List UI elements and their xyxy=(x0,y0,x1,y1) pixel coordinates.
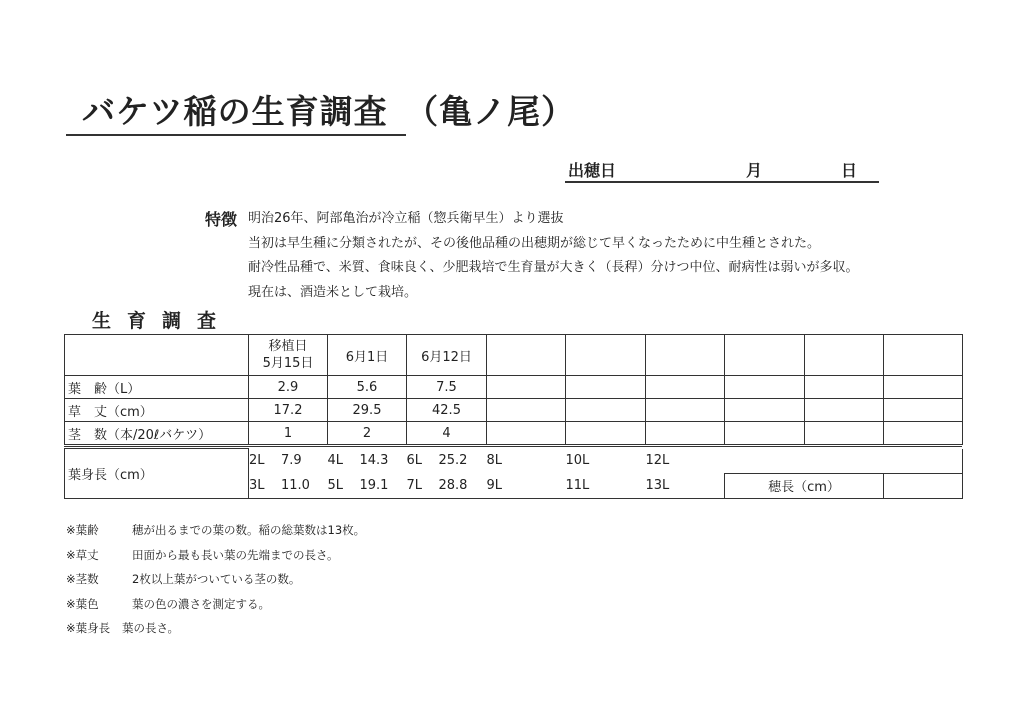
cell-empty[interactable] xyxy=(646,422,725,445)
note-text: 葉の色の濃さを測定する。 xyxy=(132,596,270,611)
header-date xyxy=(249,335,328,376)
leaf-value: 14.3 xyxy=(359,453,389,469)
leaf-length-table xyxy=(64,448,963,499)
leaf-cell xyxy=(249,449,328,474)
leaf-value: 25.2 xyxy=(438,453,468,469)
leaf-name: 5L xyxy=(327,477,344,493)
cell-empty[interactable] xyxy=(566,422,646,445)
header-date: 6月12日 xyxy=(407,335,487,376)
cell-empty[interactable] xyxy=(487,422,566,445)
note-term: ※葉齢 xyxy=(66,523,99,537)
features-label: 特徴 xyxy=(205,210,238,229)
leaf-cell xyxy=(328,473,407,498)
leaf-length-label: 葉身長（cm） xyxy=(65,449,249,499)
header-empty[interactable] xyxy=(487,335,566,376)
leaf-cell[interactable] xyxy=(487,449,566,474)
cell-empty[interactable] xyxy=(725,376,805,399)
cell-value: 1 xyxy=(249,422,328,445)
cell-empty[interactable] xyxy=(884,422,963,445)
heading-month: 月 xyxy=(746,161,763,180)
cell-empty[interactable] xyxy=(646,399,725,422)
leaf-name: 7L xyxy=(406,477,423,493)
leaf-name: 4L xyxy=(327,453,344,469)
cell-empty[interactable] xyxy=(725,399,805,422)
leaf-cell xyxy=(884,449,963,474)
row-label: 葉 齢（L） xyxy=(65,376,249,399)
leaf-row xyxy=(65,449,963,474)
leaf-cell[interactable] xyxy=(487,473,566,498)
leaf-cell[interactable] xyxy=(646,473,725,498)
feature-line: 耐冷性品種で、米質、食味良く、少肥栽培で生育量が大きく（長稈）分けつ中位、耐病性は弱いが多収。 xyxy=(248,260,859,275)
header-empty[interactable] xyxy=(725,335,805,376)
cell-empty[interactable] xyxy=(566,376,646,399)
table-row xyxy=(65,399,963,422)
cell-empty[interactable] xyxy=(884,376,963,399)
feature-line: 明治26年、阿部亀治が冷立稲（惣兵衛早生）より選抜 xyxy=(248,211,564,226)
leaf-cell[interactable] xyxy=(566,473,646,498)
note-text: 2枚以上葉がついている茎の数。 xyxy=(132,572,301,586)
header-empty[interactable] xyxy=(646,335,725,376)
panicle-length-value[interactable] xyxy=(884,473,963,498)
note-term: ※葉身長 xyxy=(66,621,111,635)
cell-empty[interactable] xyxy=(884,399,963,422)
note-text: 穂が出るまでの葉の数。稲の総葉数は13枚。 xyxy=(132,523,366,537)
feature-line: 当初は早生種に分類されたが、その後他品種の出穂期が総じて早くなったために中生種とされた。 xyxy=(248,235,821,251)
title-underline xyxy=(66,134,406,136)
leaf-name: 8L xyxy=(486,453,503,469)
row-label: 茎 数（本/20ℓバケツ） xyxy=(65,422,249,445)
header-date-line2: 5月15日 xyxy=(262,356,314,371)
leaf-cell xyxy=(407,449,487,474)
page-title: バケツ稲の生育調査 （亀ノ尾） xyxy=(82,92,576,131)
leaf-name: 3L xyxy=(249,477,265,493)
leaf-value: 11.0 xyxy=(281,477,310,493)
note-term: ※草丈 xyxy=(66,547,99,562)
leaf-name: 6L xyxy=(406,453,423,469)
panicle-length-label: 穂長（cm） xyxy=(725,473,884,498)
leaf-cell[interactable] xyxy=(646,449,725,474)
note-text: 葉の長さ。 xyxy=(122,621,180,635)
leaf-table-divider xyxy=(64,446,962,447)
cell-empty[interactable] xyxy=(725,422,805,445)
leaf-name: 12L xyxy=(645,453,670,469)
row-label: 草 丈（cm） xyxy=(65,399,249,422)
leaf-name: 13L xyxy=(645,477,670,493)
leaf-value: 28.8 xyxy=(438,477,468,493)
leaf-value: 7.9 xyxy=(281,453,302,469)
table-row xyxy=(65,422,963,445)
cell-value: 2.9 xyxy=(249,376,328,399)
header-empty[interactable] xyxy=(805,335,884,376)
header-empty[interactable] xyxy=(884,335,963,376)
feature-line: 現在は、酒造米として栽培。 xyxy=(248,284,418,300)
growth-survey-table xyxy=(64,334,963,445)
cell-value: 4 xyxy=(407,422,487,445)
heading-label: 出穂日 xyxy=(568,161,617,180)
leaf-name: 10L xyxy=(565,453,590,469)
leaf-cell xyxy=(249,473,328,498)
cell-empty[interactable] xyxy=(487,399,566,422)
note-term: ※茎数 xyxy=(66,572,99,586)
heading-day: 日 xyxy=(841,161,858,180)
header-date-line1: 移植日 xyxy=(268,339,308,354)
header-date: 6月1日 xyxy=(328,335,407,376)
header-empty[interactable] xyxy=(566,335,646,376)
leaf-cell xyxy=(328,449,407,474)
leaf-name: 2L xyxy=(249,453,265,469)
leaf-cell xyxy=(805,449,884,474)
cell-value: 42.5 xyxy=(407,399,487,422)
table-header-row xyxy=(65,335,963,376)
cell-empty[interactable] xyxy=(566,399,646,422)
cell-empty[interactable] xyxy=(805,399,884,422)
leaf-cell xyxy=(407,473,487,498)
leaf-name: 11L xyxy=(565,477,590,493)
cell-value: 7.5 xyxy=(407,376,487,399)
cell-value: 17.2 xyxy=(249,399,328,422)
leaf-name: 9L xyxy=(486,477,503,493)
cell-value: 29.5 xyxy=(328,399,407,422)
heading-underline xyxy=(565,181,879,183)
leaf-value: 19.1 xyxy=(359,477,389,493)
features-text xyxy=(248,207,858,305)
leaf-cell[interactable] xyxy=(566,449,646,474)
table-row xyxy=(65,376,963,399)
cell-empty[interactable] xyxy=(646,376,725,399)
cell-empty[interactable] xyxy=(805,422,884,445)
cell-value: 5.6 xyxy=(328,376,407,399)
cell-value: 2 xyxy=(328,422,407,445)
leaf-cell xyxy=(725,449,805,474)
cell-empty[interactable] xyxy=(487,376,566,399)
cell-empty[interactable] xyxy=(805,376,884,399)
section-title: 生育調査 xyxy=(92,310,233,332)
note-text: 田面から最も長い葉の先端までの長さ。 xyxy=(132,547,339,562)
note-term: ※葉色 xyxy=(66,596,99,611)
header-corner xyxy=(65,335,249,376)
